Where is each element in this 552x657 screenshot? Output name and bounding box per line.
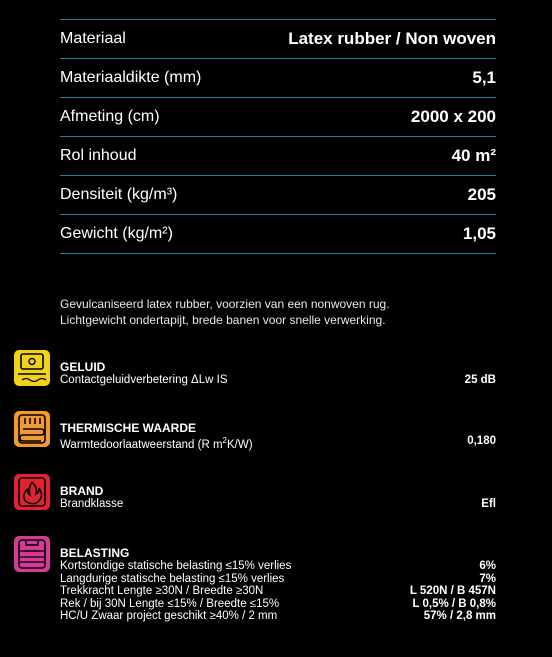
property-value: 6% [479,560,496,572]
property-line [60,573,496,586]
spec-value: 2000 x 200 [410,107,496,126]
property-label: Trekkracht Lengte ≥30N / Breedte ≥30N [60,585,264,597]
spec-row [60,58,496,97]
property-label: Kortstondige statische belasting ≤15% verlies [60,560,292,572]
property-line [60,498,496,511]
property-body [60,421,496,451]
spec-value: 40 m² [451,146,496,165]
sound-level-icon [14,350,50,386]
spec-value: 1,05 [462,224,496,243]
spec-label: Afmeting (cm) [60,108,160,125]
product-description [60,296,390,328]
heating-icon [14,411,50,447]
property-title: BELASTING [60,546,130,560]
property-line [60,560,496,573]
spec-row [60,136,496,175]
property-label: HC/U Zwaar project geschikt ≥40% / 2 mm [60,610,278,622]
property-line [60,585,496,598]
property-body [60,360,496,387]
flame-icon [14,474,50,510]
property-title: GELUID [60,360,106,374]
property-label: Brandklasse [60,498,124,510]
property-value: L 0,5% / B 0,8% [412,597,496,610]
spec-value: Latex rubber / Non woven [288,29,496,48]
property-value: Efl [481,498,496,510]
spec-table [60,19,496,254]
description-line: Gevulcaniseerd latex rubber, voorzien van een nonwoven rug. [60,297,390,311]
spec-row [60,97,496,136]
property-line [60,598,496,611]
property-label: Contactgeluidverbetering ΔLw IS [60,374,228,386]
property-title: BRAND [60,484,104,498]
spec-row [60,19,496,58]
property-label: Warmtedoorlaatweerstand (R $m^2K/W$) [60,436,253,451]
property-line [60,374,496,387]
load-icon [14,536,50,572]
property-value: 0,180 [467,435,496,447]
spec-row [60,214,496,254]
property-body [60,546,496,623]
spec-label: Rol inhoud [60,147,137,164]
property-label: Rek / bij 30N Lengte ≤15% / Breedte ≤15% [60,597,280,610]
property-value: 57% / 2,8 mm [423,610,496,622]
spec-label: Densiteit (kg/m³) [60,186,178,203]
property-value: L 520N / B 457N [409,585,496,597]
property-label: Langdurige statische belasting ≤15% verlies [60,572,285,585]
spec-label: Materiaal [60,30,126,47]
description-line: Lichtgewicht ondertapijt, brede banen voor snelle verwerking. [60,313,386,327]
spec-row [60,175,496,214]
property-body [60,484,496,511]
spec-label: Materiaaldikte (mm) [60,69,202,86]
property-value: 25 dB [464,374,496,386]
property-title: THERMISCHE WAARDE [60,421,197,435]
property-value: 7% [479,572,496,585]
property-line [60,435,496,451]
spec-label: Gewicht (kg/m²) [60,225,173,242]
spec-value: 5,1 [472,68,496,87]
property-line [60,610,496,623]
spec-value: 205 [467,185,496,204]
